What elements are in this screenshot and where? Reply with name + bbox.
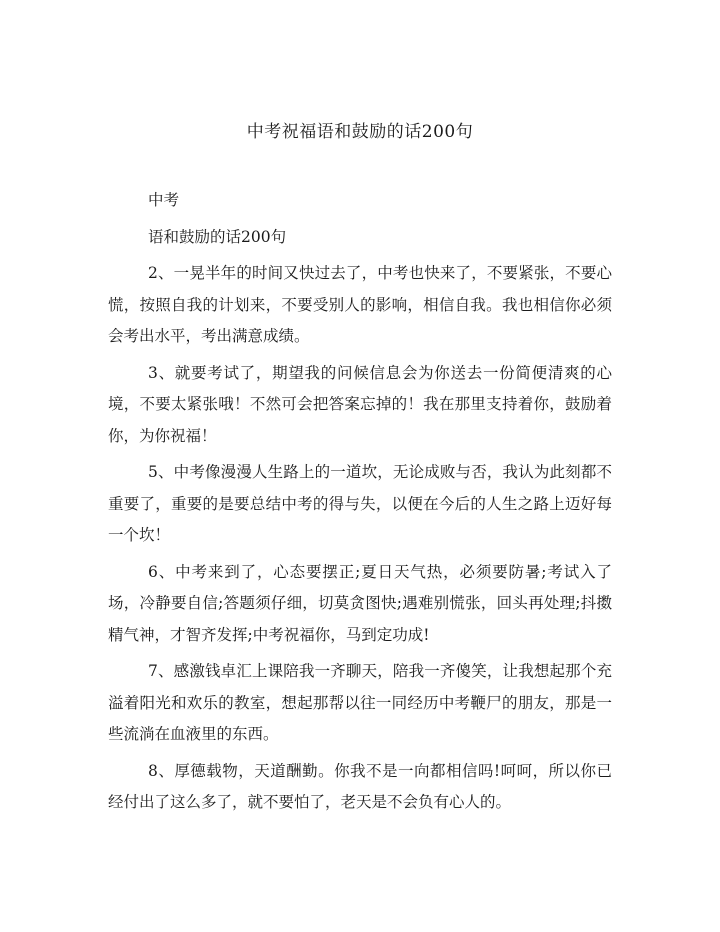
document-title: 中考祝福语和鼓励的话200句: [246, 122, 474, 142]
paragraph-8: 8、厚德载物，天道酬勤。你我不是一向都相信吗!呵呵，所以你已经付出了这么多了，就不要怕了，老天是不会负有心人的。: [108, 761, 612, 811]
document-body: [108, 185, 612, 819]
paragraph-2: 2、一晃半年的时间又快过去了，中考也快来了，不要紧张，不要心慌，按照自我的计划来，不要受别人的影响，相信自我。我也相信你必须会考出水平，考出满意成绩。: [108, 264, 612, 345]
paragraph-3: 3、就要考试了，期望我的问候信息会为你送去一份简便清爽的心境，不要太紧张哦！不然可会把答案忘掉的！我在那里支持着你，鼓励着你，为你祝福！: [108, 363, 612, 445]
paragraph-6: 6、中考来到了，心态要摆正;夏日天气热，必须要防暑;考试入了场，冷静要自信;答题须仔细，切莫贪图快;遇难别慌张，回头再处理;抖擞精气神，才智齐发挥;中考祝福你，马到定功成!: [108, 562, 612, 644]
paragraph-5: 5、中考像漫漫人生路上的一道坎，无论成败与否，我认为此刻都不重要了，重要的是要总结中考的得与失，以便在今后的人生之路上迈好每一个坎！: [108, 463, 612, 544]
paragraph-7: 7、感激钱卓汇上课陪我一齐聊天，陪我一齐傻笑，让我想起那个充溢着阳光和欢乐的教室，想起那帮以往一同经历中考鞭尸的朋友，那是一些流淌在血液里的东西。: [108, 662, 612, 743]
heading-line-1: 中考: [148, 191, 180, 209]
heading-line-2: 语和鼓励的话200句: [148, 227, 287, 246]
